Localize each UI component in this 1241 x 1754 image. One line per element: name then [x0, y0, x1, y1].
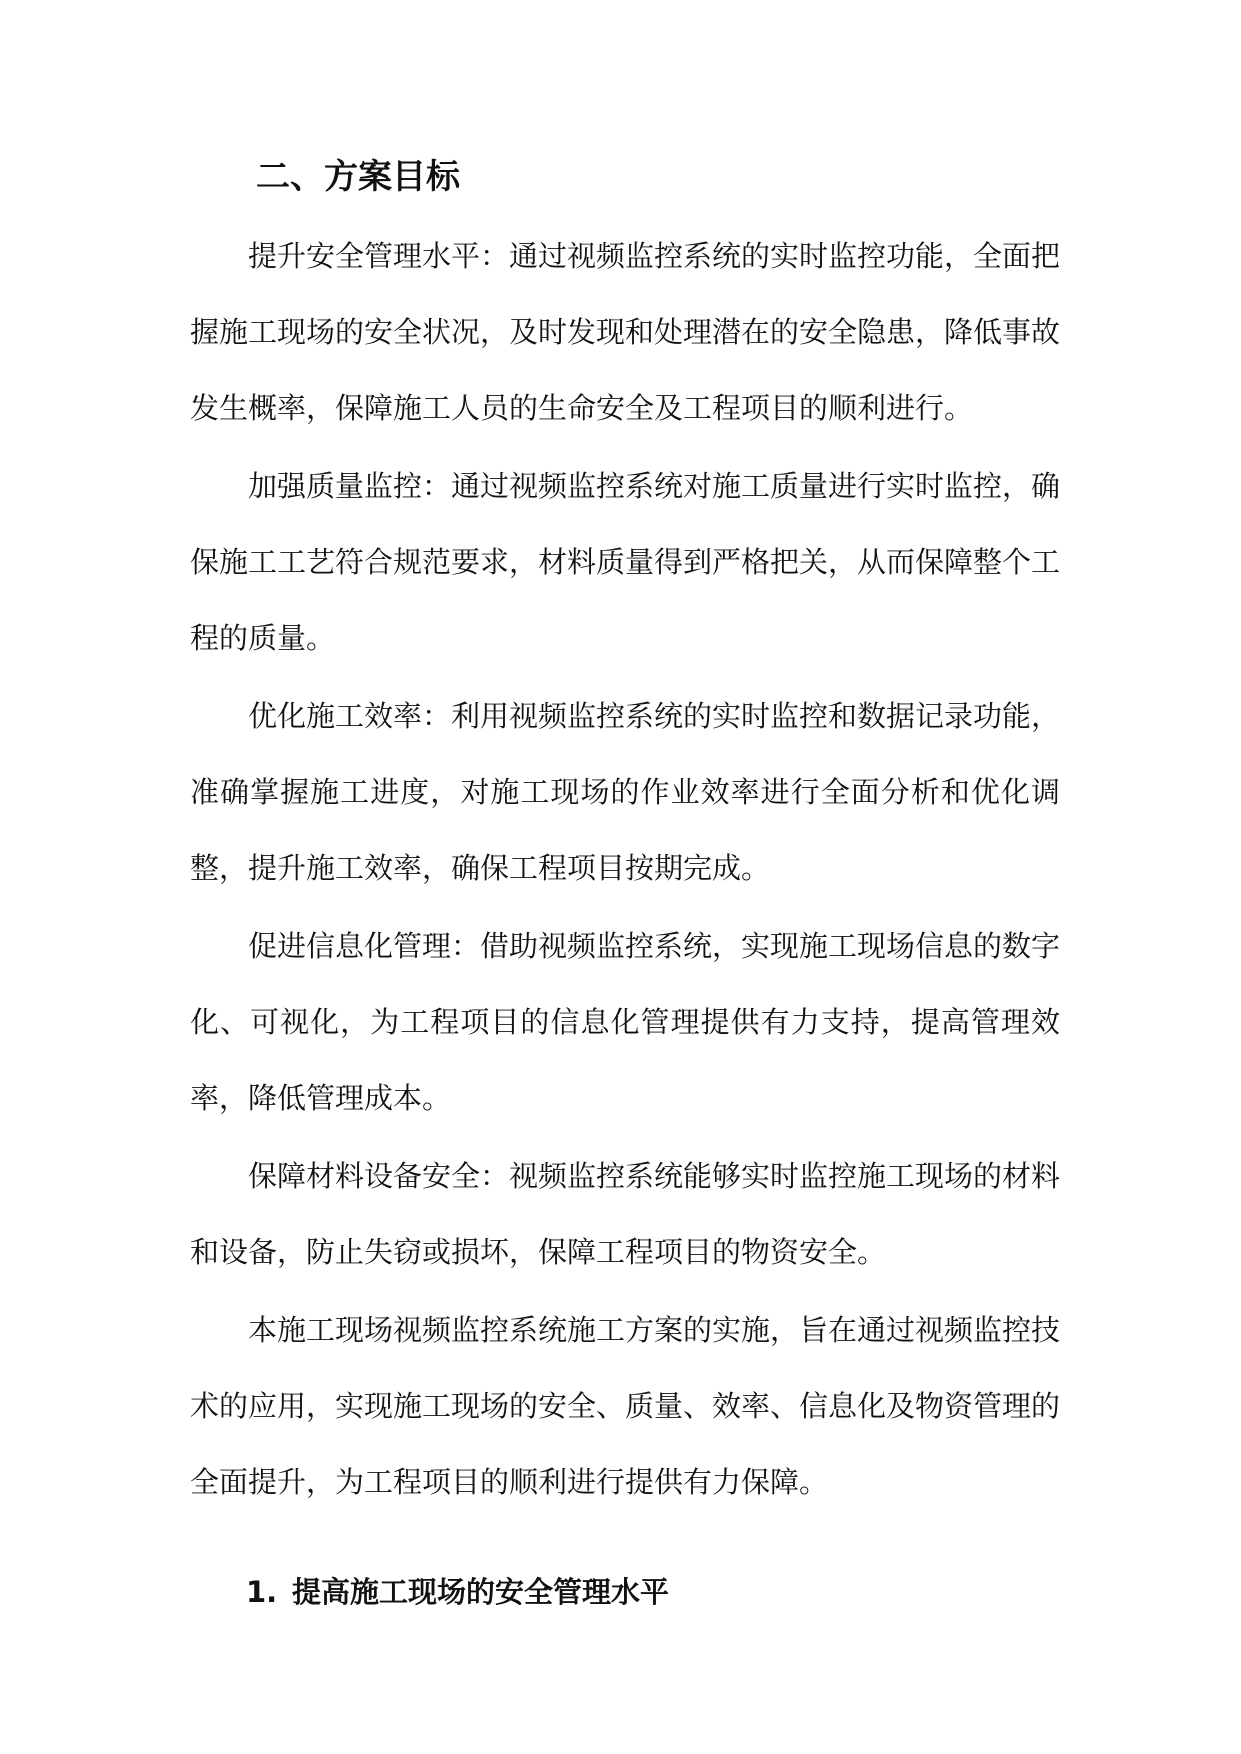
paragraph-quality-monitoring: 加强质量监控：通过视频监控系统对施工质量进行实时监控，确保施工工艺符合规范要求，材料质量得到严格把关，从而保障整个工程的质量。 — [190, 469, 1061, 655]
paragraph-summary: 本施工现场视频监控系统施工方案的实施，旨在通过视频监控技术的应用，实现施工现场的安全、质量、效率、信息化及物资管理的全面提升，为工程项目的顺利进行提供有力保障。 — [190, 1313, 1061, 1499]
subsection-title: 提高施工现场的安全管理水平 — [292, 1575, 670, 1609]
subsection-number: 1. — [246, 1575, 278, 1609]
paragraph-safety-management: 提升安全管理水平：通过视频监控系统的实时监控功能，全面把握施工现场的安全状况，及时发现和处理潜在的安全隐患，降低事故发生概率，保障施工人员的生命安全及工程项目的顺利进行。 — [190, 239, 1061, 425]
paragraph-construction-efficiency: 优化施工效率：利用视频监控系统的实时监控和数据记录功能，准确掌握施工进度，对施工现场的作业效率进行全面分析和优化调整，提升施工效率，确保工程项目按期完成。 — [190, 699, 1061, 885]
paragraph-information-management: 促进信息化管理：借助视频监控系统，实现施工现场信息的数字化、可视化，为工程项目的信息化管理提供有力支持，提高管理效率，降低管理成本。 — [190, 929, 1061, 1115]
paragraph-material-equipment-safety: 保障材料设备安全：视频监控系统能够实时监控施工现场的材料和设备，防止失窃或损坏，保障工程项目的物资安全。 — [190, 1159, 1061, 1269]
section-heading: 二、方案目标 — [256, 157, 460, 197]
subsection-heading — [246, 1570, 669, 1614]
